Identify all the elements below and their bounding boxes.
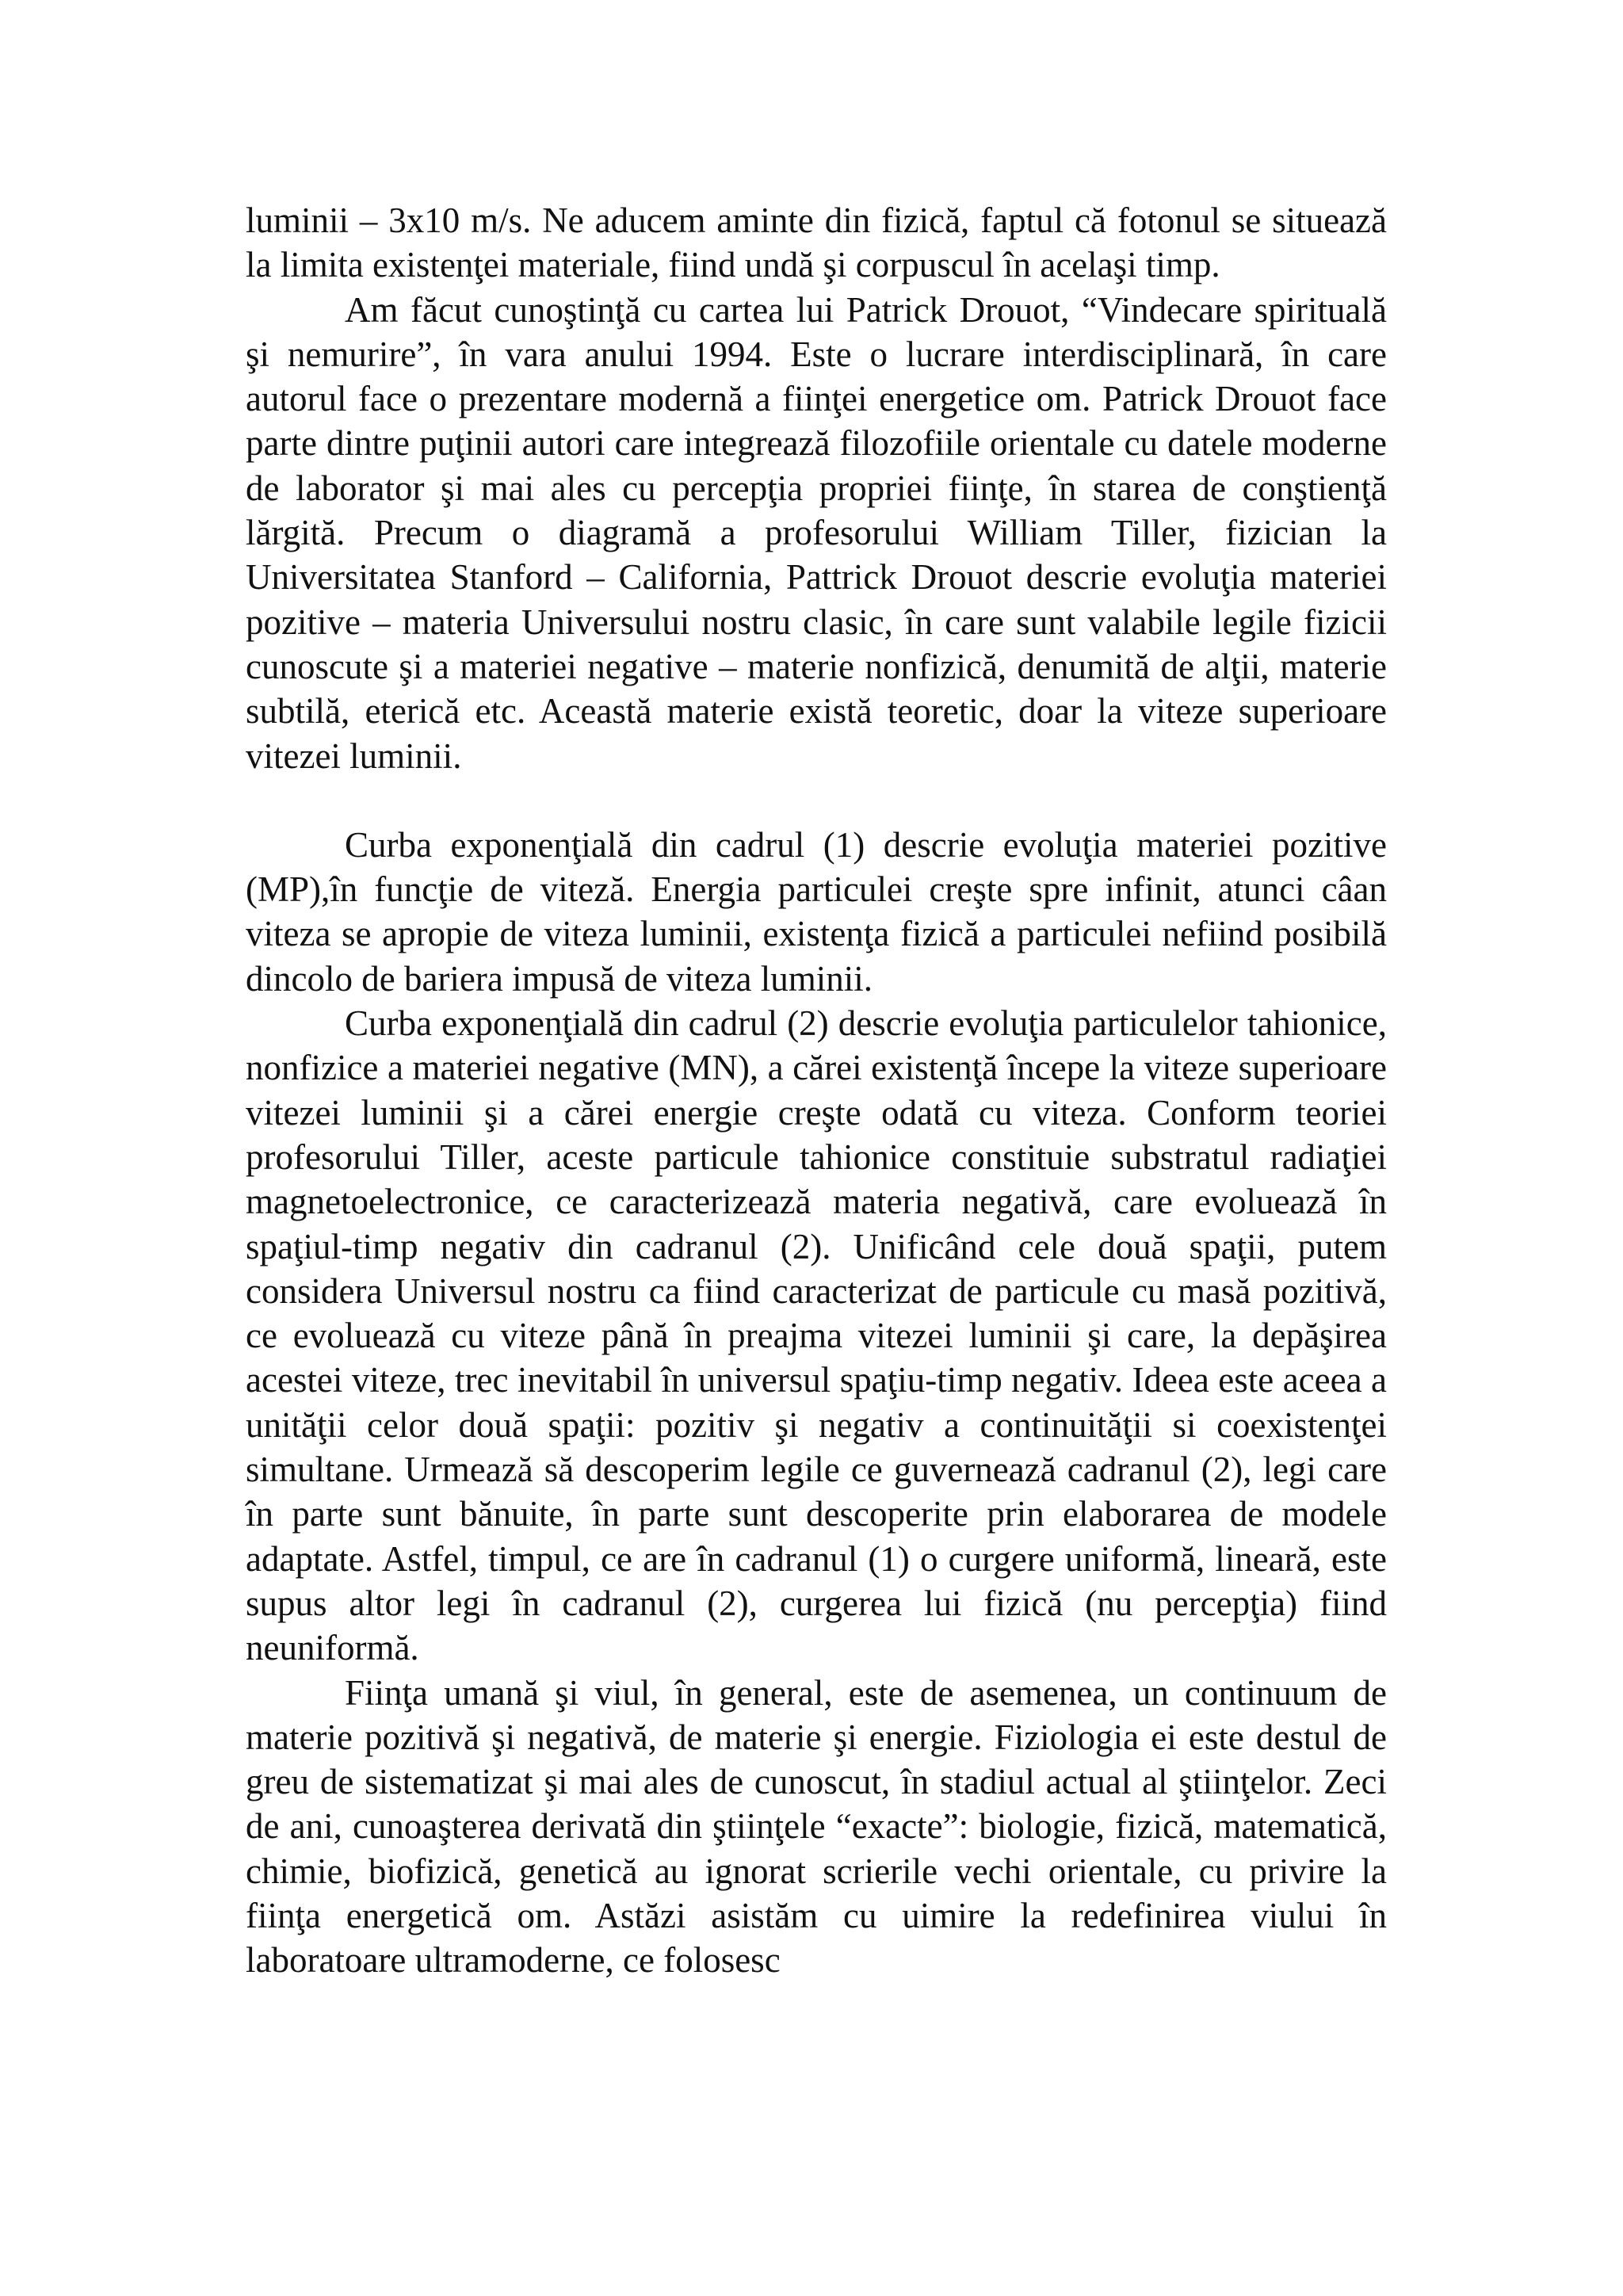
paragraph-human-being: Fiinţa umană şi viul, în general, este de asemenea, un continuum de materie pozitivă şi negativă, de materie şi energie. Fiziologia ei este destul de greu de sistematizat şi mai ales de cunoscut, în stadiul actual al ştiinţelor. Zeci de ani, cunoaşterea derivată din ştiinţele “exacte”: biologie, fizică, matematică, chimie, biofizică, genetică au ignorat scrierile vechi orientale, cu privire la fiinţa energetică om. Astăzi asistăm cu uimire la redefinirea viului în laboratoare ultramoderne, ce folosesc (246, 1672, 1387, 1981)
document-page (246, 198, 1387, 1983)
paragraph-continuation: luminii – 3x10 m/s. Ne aducem aminte din fizică, faptul că fotonul se situează la limita existenţei materiale, fiind undă şi corpuscul în acelaşi timp. (246, 201, 1387, 285)
paragraph-curve-two: Curba exponenţială din cadrul (2) descrie evoluţia particulelor tahionice, nonfizice a materiei negative (MN), a cărei existenţă începe la viteze superioare vitezei luminii şi a cărei energie creşte odată cu viteza. Conform teoriei profesorului Tiller, aceste particule tahionice constituie substratul radiaţiei magnetoelectronice, ce caracterizează materia negativă, care evoluează în spaţiul-timp negativ din cadranul (2). Unificând cele două spaţii, putem considera Universul nostru ca fiind caracterizat de particule cu masă pozitivă, ce evoluează cu viteze până în preajma vitezei luminii şi care, la depăşirea acestei viteze, trec inevitabil în universul spaţiu-timp negativ. Ideea este aceea a unităţii celor două spaţii: pozitiv şi negativ a continuităţii si coexistenţei simultane. Urmează să descoperim legile ce guvernează cadranul (2), legi care în parte sunt bănuite, în parte sunt descoperite prin elaborarea de modele adaptate. Astfel, timpul, ce are în cadranul (1) o curgere uniformă, lineară, este supus altor legi în cadranul (2), curgerea lui fizică (nu percepţia) fiind neuniformă. (246, 1003, 1387, 1668)
paragraph-drouot-book: Am făcut cunoştinţă cu cartea lui Patrick Drouot, “Vindecare spirituală şi nemurire”, în vara anului 1994. Este o lucrare interdisciplinară, în care autorul face o prezentare modernă a fiinţei energetice om. Patrick Drouot face parte dintre puţinii autori care integrează filozofiile orientale cu datele moderne de laborator şi mai ales cu percepţia propriei fiinţe, în starea de conştienţă lărgită. Precum o diagramă a profesorului William Tiller, fizician la Universitatea Stanford – California, Pattrick Drouot descrie evoluţia materiei pozitive – materia Universului nostru clasic, în care sunt valabile legile fizicii cunoscute şi a materiei negative – materie nonfizică, denumită de alţii, materie subtilă, eterică etc. Această materie există teoretic, doar la viteze superioare vitezei luminii. (246, 289, 1387, 776)
paragraph-curve-one: Curba exponenţială din cadrul (1) descrie evoluţia materiei pozitive (MP),în funcţie de viteză. Energia particulei creşte spre infinit, atunci câan viteza se apropie de viteza luminii, existenţa fizică a particulei nefiind posibilă dincolo de bariera impusă de viteza luminii. (246, 824, 1387, 999)
